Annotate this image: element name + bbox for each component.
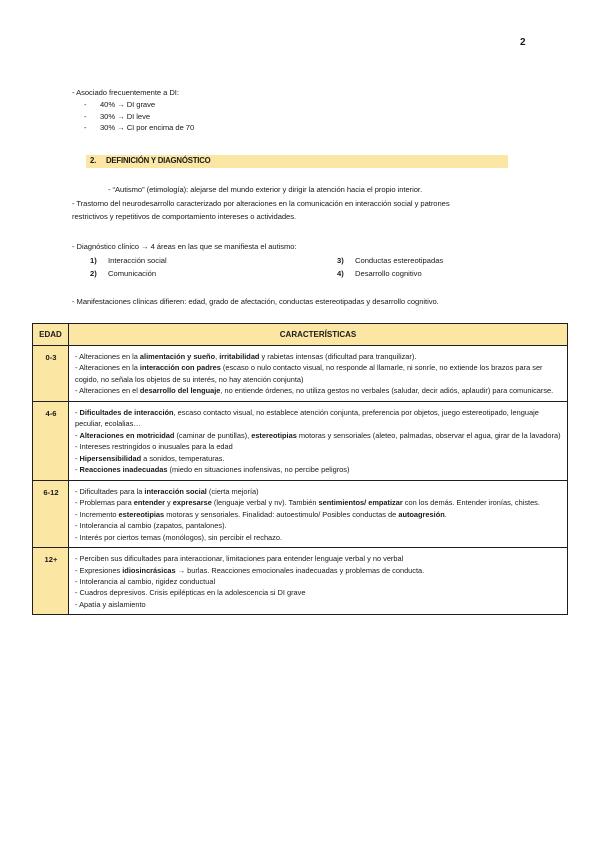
area-item — [337, 269, 450, 280]
section-heading — [90, 156, 211, 165]
area-item — [90, 269, 337, 280]
table-body — [33, 346, 568, 615]
table-row — [33, 401, 568, 480]
characteristic-line: - Problemas para entender y expresarse (lenguaje verbal y nv). También sentimientos/ empatizar con los demás. Entender ironías, chistes. — [75, 498, 540, 508]
age-cell: 6-12 — [33, 480, 69, 547]
characteristic-line: - Expresiones idiosincrásicas → burlas. Reacciones emocionales inadecuadas y problemas de conducta. — [75, 565, 425, 575]
area-label: Desarrollo cognitivo — [355, 268, 422, 278]
diagnosis-areas — [90, 256, 450, 279]
characteristic-line: - Perciben sus dificultades para interaccionar, limitaciones para entender lenguaje verbal y no verbal — [75, 554, 404, 564]
characteristics-cell — [69, 548, 568, 615]
section-title: DEFINICIÓN Y DIAGNÓSTICO — [106, 156, 211, 165]
area-label: Interacción social — [108, 256, 167, 265]
characteristic-line: - Alteraciones en la interacción con padres (escaso o nulo contacto visual, no responde al llamarle, ni sonríe, no extiende los brazos para ser cogido, no señala los objetos de su interés, no hay atención conjunta) — [75, 363, 543, 384]
table-row — [33, 346, 568, 402]
list-item: - 30% → CI por encima de 70 — [72, 122, 194, 134]
characteristics-cell — [69, 401, 568, 480]
table-row — [33, 548, 568, 615]
area-label: Comunicación — [108, 268, 157, 278]
intro-lead: - Asociado frecuentemente a DI: — [72, 88, 179, 97]
age-cell: 12+ — [33, 548, 69, 615]
characteristic-line: - Incremento estereotipias motoras y sensoriales. Finalidad: autoestimulo/ Posibles conductas de autoagresión. — [75, 509, 447, 519]
definition-quote: - “Autismo” (etimología): alejarse del mundo exterior y dirigir la atención hacia el propio interior. — [108, 185, 423, 194]
characteristic-line: - Reacciones inadecuadas (miedo en situaciones inofensivas, no percibe peligros) — [75, 465, 350, 475]
header-age: EDAD — [33, 324, 69, 346]
characteristics-cell — [69, 346, 568, 402]
section-number: 2. — [90, 156, 97, 165]
definition-line-2: restrictivos y repetitivos de comportamiento intereses o actividades. — [72, 212, 297, 221]
characteristic-line: - Alteraciones en la alimentación y sueño, irritabilidad y rabietas intensas (dificultad para tranquilizar). — [75, 352, 417, 361]
age-cell: 0-3 — [33, 346, 69, 402]
list-item: - 40% → DI grave — [72, 99, 194, 111]
characteristics-table — [32, 323, 568, 615]
definition-line-1: - Trastorno del neurodesarrollo caracterizado por alteraciones en la comunicación en interacción social y patrones — [72, 199, 450, 208]
area-number: 3) — [337, 256, 344, 265]
area-item — [337, 256, 450, 267]
characteristic-line: - Cuadros depresivos. Crisis epilépticas en la adolescencia si DI grave — [75, 588, 306, 598]
intro-list — [72, 99, 194, 134]
characteristic-line: - Alteraciones en motricidad (caminar de puntillas), estereotipias motoras y sensoriales (aleteo, palmadas, observar el agua, girar de la lavadora) — [75, 430, 561, 440]
list-item: - 30% → DI leve — [72, 111, 194, 123]
area-item — [90, 256, 337, 267]
area-number: 2) — [90, 268, 97, 278]
page-number: 2 — [520, 37, 526, 48]
characteristic-line: - Intolerancia al cambio (zapatos, pantalones). — [75, 521, 227, 531]
characteristic-line: - Alteraciones en el desarrollo del lenguaje, no entiende órdenes, no utiliza gestos no verbales (saludar, decir adiós, aplaudir) para comunicarse. — [75, 386, 554, 396]
area-number: 4) — [337, 268, 344, 278]
characteristic-line: - Intereses restringidos o inusuales para la edad — [75, 442, 233, 452]
characteristic-line: - Apatía y aislamiento — [75, 599, 146, 609]
characteristic-line: - Dificultades de interacción, escaso contacto visual, no establece atención conjunta, preferencia por objetos, juego estereotipado, lenguaje peculiar, ecolalias… — [75, 407, 539, 429]
characteristic-line: - Dificultades para la interacción social (cierta mejoría) — [75, 486, 259, 496]
table-row — [33, 480, 568, 547]
characteristic-line: - Interés por ciertos temas (monólogos), sin percibir el rechazo. — [75, 532, 283, 542]
diagnosis-lead: - Diagnóstico clínico → 4 áreas en las que se manifiesta el autismo: — [72, 242, 297, 251]
intro-block — [72, 87, 194, 134]
header-characteristics: CARACTERÍSTICAS — [69, 324, 568, 346]
characteristics-cell — [69, 480, 568, 547]
table-header-row — [33, 324, 568, 346]
manifestations-note: - Manifestaciones clínicas difieren: edad, grado de afectación, conductas estereotipadas y desarrollo cognitivo. — [72, 297, 439, 306]
characteristic-line: - Hipersensibilidad a sonidos, temperaturas. — [75, 453, 225, 463]
area-number: 1) — [90, 256, 97, 265]
area-label: Conductas estereotipadas — [355, 256, 444, 265]
characteristic-line: - Intolerancia al cambio, rigidez conductual — [75, 576, 216, 586]
age-cell: 4-6 — [33, 401, 69, 480]
